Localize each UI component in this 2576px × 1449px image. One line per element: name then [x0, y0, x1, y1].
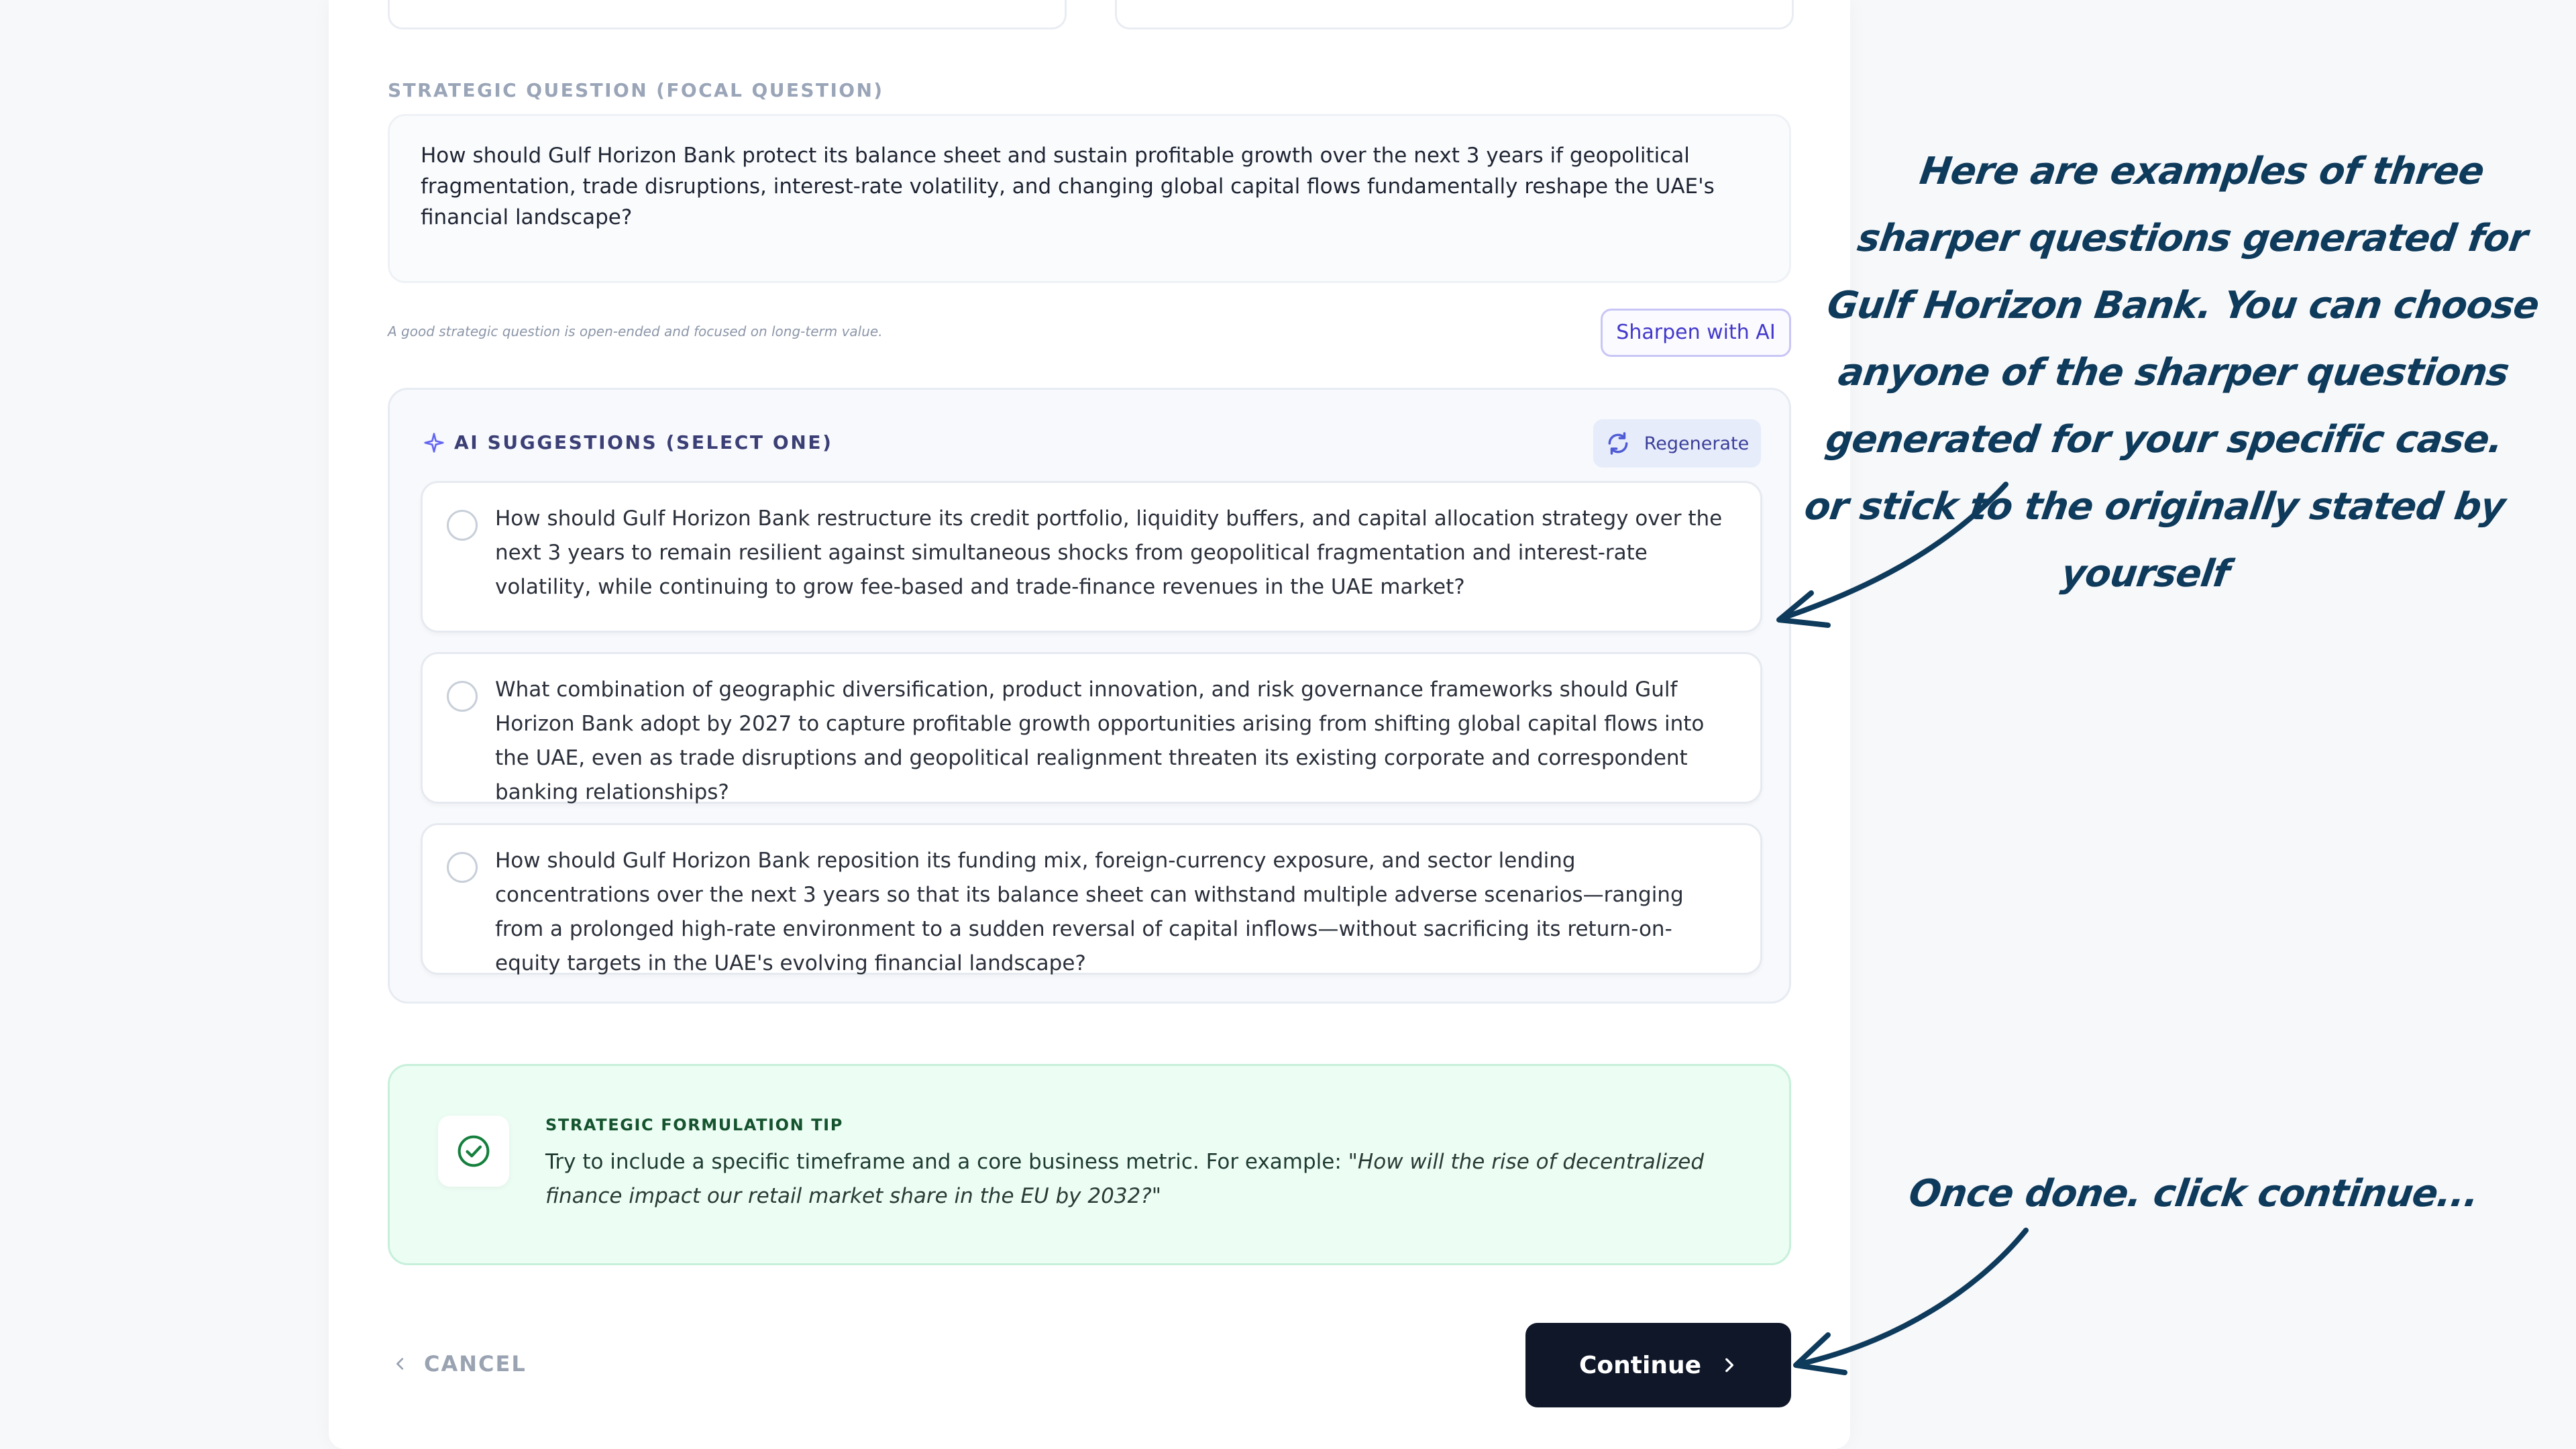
strategic-tip-box: [388, 1064, 1791, 1265]
refresh-icon: [1605, 431, 1631, 456]
previous-field-right[interactable]: [1115, 0, 1794, 30]
ai-suggestions-header: [423, 431, 833, 453]
suggestion-option-2[interactable]: [421, 652, 1762, 804]
wizard-card: [329, 0, 1850, 1449]
ai-suggestions-title: AI SUGGESTIONS (SELECT ONE): [454, 431, 833, 453]
sparkle-icon: [423, 432, 445, 453]
annotation-suggestions-note: Here are examples of three sharper questions generated for Gulf Horizon Bank. You can choose anyone of the sharper questions generated for your specific case. or stick to the originally stated by yourself: [1801, 150, 2542, 596]
focal-question-input[interactable]: How should Gulf Horizon Bank protect its balance sheet and sustain profitable growth over the next 3 years if geopolitical fragmentation, trade disruptions, interest-rate volatility, and changing global capital flows fundamentally reshape the UAE's financial landscape?: [388, 114, 1791, 283]
tip-example: "How will the rise of decentralized finance impact our retail market share in the EU by 2032?": [545, 1150, 1705, 1208]
tip-body: [545, 1145, 1753, 1214]
suggestion-option-3[interactable]: [421, 823, 1762, 975]
cancel-label: CANCEL: [424, 1351, 527, 1377]
cancel-button[interactable]: [393, 1351, 527, 1377]
radio-button[interactable]: [447, 510, 478, 541]
regenerate-label: Regenerate: [1644, 433, 1750, 454]
tip-title: STRATEGIC FORMULATION TIP: [545, 1116, 843, 1134]
continue-label: Continue: [1578, 1351, 1701, 1379]
previous-field-left[interactable]: [388, 0, 1067, 30]
radio-button[interactable]: [447, 681, 478, 712]
ai-suggestions-panel: [388, 388, 1791, 1004]
suggestion-text: How should Gulf Horizon Bank reposition its funding mix, foreign-currency exposure, and sector lending concentrations over the next 3 years so that its balance sheet can withstand multiple adverse scenarios—ranging from a prolonged high-rate environment to a sudden reversal of capital inflows—without sacrificing its return-on-equity targets in the UAE's evolving financial landscape?: [495, 849, 1684, 975]
sharpen-with-ai-button[interactable]: Sharpen with AI: [1601, 309, 1791, 357]
chevron-right-icon: [1720, 1356, 1737, 1374]
tip-icon-container: [438, 1116, 509, 1187]
regenerate-button[interactable]: [1593, 419, 1761, 468]
tip-text: Try to include a specific timeframe and a core business metric. For example:: [545, 1150, 1348, 1174]
focal-question-label: STRATEGIC QUESTION (FOCAL QUESTION): [388, 79, 884, 101]
check-circle-icon: [455, 1133, 492, 1169]
annotation-continue-note: Once done. click continue...: [1906, 1172, 2481, 1216]
radio-button[interactable]: [447, 852, 478, 883]
continue-button[interactable]: [1525, 1323, 1791, 1407]
suggestion-text: What combination of geographic diversification, product innovation, and risk governance frameworks should Gulf Horizon Bank adopt by 2027 to capture profitable growth opportunities arising from shifting global capital flows into the UAE, even as trade disruptions and geopolitical realignment threaten its existing corporate and correspondent banking relationships?: [495, 678, 1705, 804]
suggestion-text: How should Gulf Horizon Bank restructure its credit portfolio, liquidity buffers, and capital allocation strategy over the next 3 years to remain resilient against simultaneous shocks from geopolitical fragmentation and interest-rate volatility, while continuing to grow fee-based and trade-finance revenues in the UAE market?: [495, 506, 1723, 599]
suggestion-option-1[interactable]: [421, 481, 1762, 633]
focal-question-hint: A good strategic question is open-ended and focused on long-term value.: [388, 323, 883, 339]
chevron-left-icon: [393, 1356, 408, 1371]
